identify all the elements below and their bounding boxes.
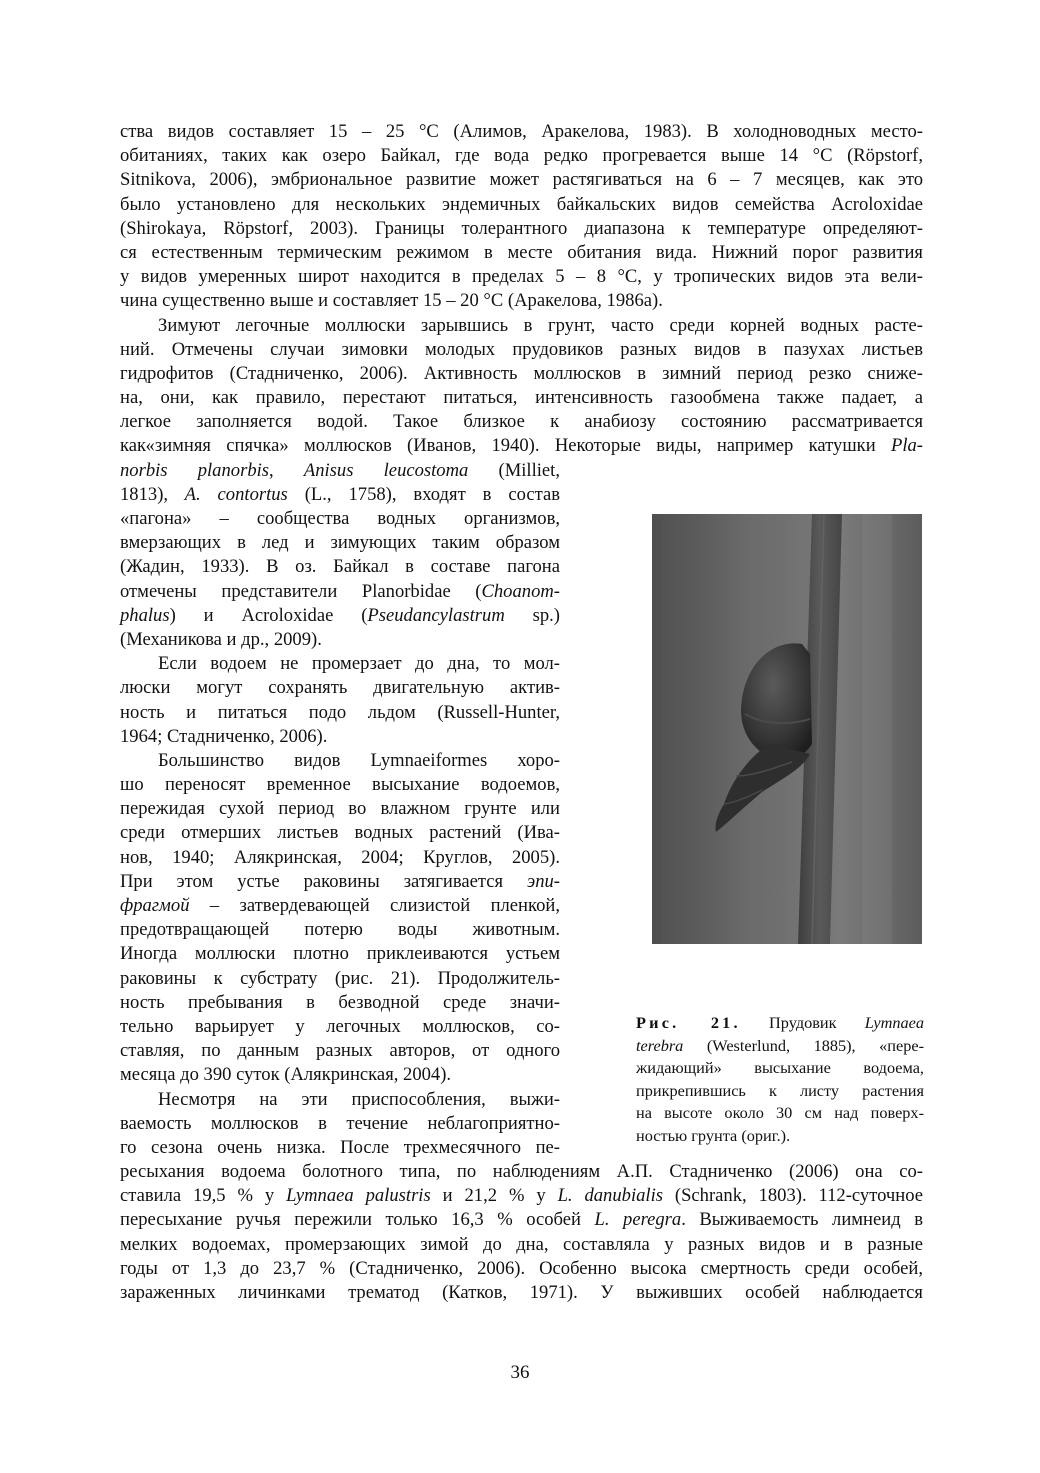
text-span: как«зимняя спячка» моллюсков (Иванов, 1940). Некоторые виды, например катушки bbox=[120, 435, 891, 457]
figure-caption bbox=[636, 1012, 924, 1148]
left-column bbox=[120, 459, 560, 1160]
species-name: Anisus leucostoma bbox=[303, 459, 469, 481]
text-line bbox=[120, 1208, 923, 1232]
text-line: (Shirokaya, Röpstorf, 2003). Границы толерантного диапазона к температуре определяют- bbox=[120, 217, 923, 239]
text-line: зараженных личинками трематод (Катков, 1971). У выживших особей наблюдается bbox=[120, 1282, 923, 1303]
text-span: и 21,2 % у bbox=[430, 1185, 558, 1207]
species-name: L. peregra bbox=[594, 1209, 682, 1231]
text-span: Прудовик bbox=[740, 1013, 865, 1032]
text-line bbox=[120, 604, 560, 628]
text-line: годы от 1,3 до 23,7 % (Стадниченко, 2006). Особенно высока смертность среди особей, bbox=[120, 1257, 923, 1279]
text-line: Большинство видов Lymnaeiformes хоро- bbox=[158, 749, 560, 771]
species-name: , A. contortus bbox=[163, 483, 288, 505]
text-line: ний. Отмечены случаи зимовки молодых прудовиков разных видов в пазухах листьев bbox=[120, 338, 923, 360]
text-span: ) и Acroloxidae ( bbox=[169, 604, 368, 626]
text-line: у видов умеренных широт находится в пределах 5 – 8 °C, у тропических видов эта вели- bbox=[120, 266, 923, 288]
text-line: (Механикова и др., 2009). bbox=[120, 628, 322, 650]
text-line: ность пребывания в безводной среде значи- bbox=[120, 991, 560, 1013]
text-line: месяца до 390 суток (Алякринская, 2004). bbox=[120, 1064, 452, 1086]
snail-photo-image bbox=[652, 514, 922, 944]
snail-photo bbox=[652, 514, 922, 944]
species-name: terebra bbox=[636, 1035, 684, 1055]
text-line bbox=[120, 580, 560, 604]
text-line bbox=[120, 483, 560, 507]
caption-line: на высоте около 30 см над поверх- bbox=[636, 1103, 924, 1123]
text-line: Если водоем не промерзает до дна, то мол- bbox=[158, 653, 560, 675]
text-span: (Schrank, 1803). 112-суточное bbox=[662, 1185, 923, 1207]
text-span: пересыхание ручья пережили только 16,3 % особей bbox=[120, 1209, 595, 1231]
text-line: вмерзающих в лед и зимующих таким образом bbox=[120, 532, 560, 554]
text-line bbox=[120, 459, 560, 483]
species-name: norbis planorbis bbox=[120, 459, 270, 481]
text-line: 1964; Стадниченко, 2006). bbox=[120, 725, 328, 747]
text-line: (Жадин, 1933). В оз. Байкал в составе пагона bbox=[120, 556, 560, 578]
species-name: L. danubialis bbox=[557, 1185, 663, 1207]
text-span: sp.) bbox=[504, 604, 560, 626]
text-line: люски могут сохранять двигательную актив- bbox=[120, 677, 560, 699]
text-line: ресыхания водоема болотного типа, по наблюдениям А.П. Стадниченко (2006) она со- bbox=[120, 1161, 923, 1183]
text-span: (L., 1758), входят в состав bbox=[287, 483, 560, 505]
text-line bbox=[120, 870, 560, 894]
text-line: Несмотря на эти приспособления, выжи- bbox=[158, 1088, 560, 1110]
text-span: . Выживаемость лимнеид в bbox=[681, 1209, 923, 1231]
text-line: тельно варьирует у легочных моллюсков, со- bbox=[120, 1015, 560, 1037]
text-line bbox=[120, 894, 560, 918]
paragraph-1 bbox=[120, 120, 923, 314]
page-number: 36 bbox=[510, 1362, 530, 1383]
species-name: Pla- bbox=[890, 435, 923, 457]
text-line: ставляя, по данным разных авторов, от одного bbox=[120, 1040, 560, 1062]
text-line bbox=[120, 1184, 923, 1208]
text-line: было установлено для нескольких эндемичных байкальских видов семейства Acroloxidae bbox=[120, 193, 923, 215]
caption-line: жидающий» высыхание водоема, bbox=[636, 1058, 924, 1078]
term: эпи- bbox=[527, 870, 560, 892]
text-span: При этом устье раковины затягивается bbox=[120, 870, 528, 892]
text-line: ность и питаться подо льдом (Russell-Hunter, bbox=[120, 701, 560, 723]
text-line bbox=[120, 434, 923, 458]
term: фрагмой bbox=[120, 895, 190, 916]
text-line: легкое заполняется водой. Такое близкое к анабиозу состоянию рассматривается bbox=[120, 411, 923, 433]
species-name: Lymnaea bbox=[864, 1013, 924, 1032]
caption-line: ностью грунта (ориг.). bbox=[636, 1125, 791, 1145]
figure-label: Рис. 21. bbox=[636, 1013, 741, 1032]
species-name: phalus bbox=[120, 604, 170, 626]
caption-line bbox=[636, 1012, 924, 1035]
text-line: среди отмерших листьев водных растений (Ива- bbox=[120, 822, 560, 844]
caption-line: прикрепившись к листу растения bbox=[636, 1080, 924, 1100]
text-span: 1813) bbox=[120, 483, 164, 505]
text-line: «пагона» – сообщества водных организмов, bbox=[120, 508, 560, 529]
text-line: предотвращающей потерю воды животным. bbox=[120, 919, 560, 941]
species-name: Pseudancylastrum bbox=[367, 604, 505, 626]
text-span: ставила 19,5 % у bbox=[120, 1185, 287, 1207]
text-line: гидрофитов (Стадниченко, 2006). Активность моллюсков в зимний период резко снижe- bbox=[120, 362, 923, 384]
text-line: обитаниях, таких как озеро Байкал, где вода редко прогревается выше 14 °C (Röpstorf, bbox=[120, 145, 923, 167]
text-span: (Westerlund, 1885), «пере- bbox=[683, 1035, 924, 1055]
text-span: , bbox=[269, 459, 304, 481]
text-span: – затвердевающей слизистой пленкой, bbox=[189, 895, 560, 916]
text-line: чина существенно выше и составляет 15 – 20 °C (Аракелова, 1986а). bbox=[120, 290, 663, 312]
text-line: Иногда моллюски плотно приклеиваются устьем bbox=[120, 943, 560, 965]
text-line: ся естественным термическим режимом в месте обитания вида. Нижний порог развития bbox=[120, 241, 923, 263]
text-line: Sitnikova, 2006), эмбриональное развитие может растягиваться на 6 – 7 месяцев, как это bbox=[120, 169, 923, 191]
text-line: го сезона очень низка. После трехмесячного пе- bbox=[120, 1136, 560, 1158]
text-line: шо переносят временное высыхание водоемов, bbox=[120, 774, 560, 796]
text-span: отмечены представители Planorbidae ( bbox=[120, 580, 482, 602]
text-line: ваемость моллюсков в течение неблагоприятно- bbox=[120, 1112, 560, 1134]
text-span: (Milliet, bbox=[468, 459, 560, 481]
text-line: раковины к субстрату (рис. 21). Продолжитель- bbox=[120, 967, 560, 989]
caption-line bbox=[636, 1035, 924, 1058]
text-line: Зимуют легочные моллюски зарывшись в грунт, часто среди корней водных расте- bbox=[158, 314, 923, 336]
text-line: нов, 1940; Алякринская, 2004; Круглов, 2005). bbox=[120, 846, 560, 868]
species-name: Lymnaea palustris bbox=[286, 1185, 431, 1207]
text-line: мелких водоемах, промерзающих зимой до дна, составляла у разных видов и в разные bbox=[120, 1233, 923, 1255]
species-name: Choanom- bbox=[481, 580, 560, 602]
text-line: на, они, как правило, перестают питаться, интенсивность газообмена также падает, а bbox=[120, 387, 923, 409]
text-line: ства видов составляет 15 – 25 °C (Алимов, Аракелова, 1983). В холодноводных место- bbox=[120, 121, 923, 142]
text-line: пережидая сухой период во влажном грунте или bbox=[120, 798, 560, 820]
